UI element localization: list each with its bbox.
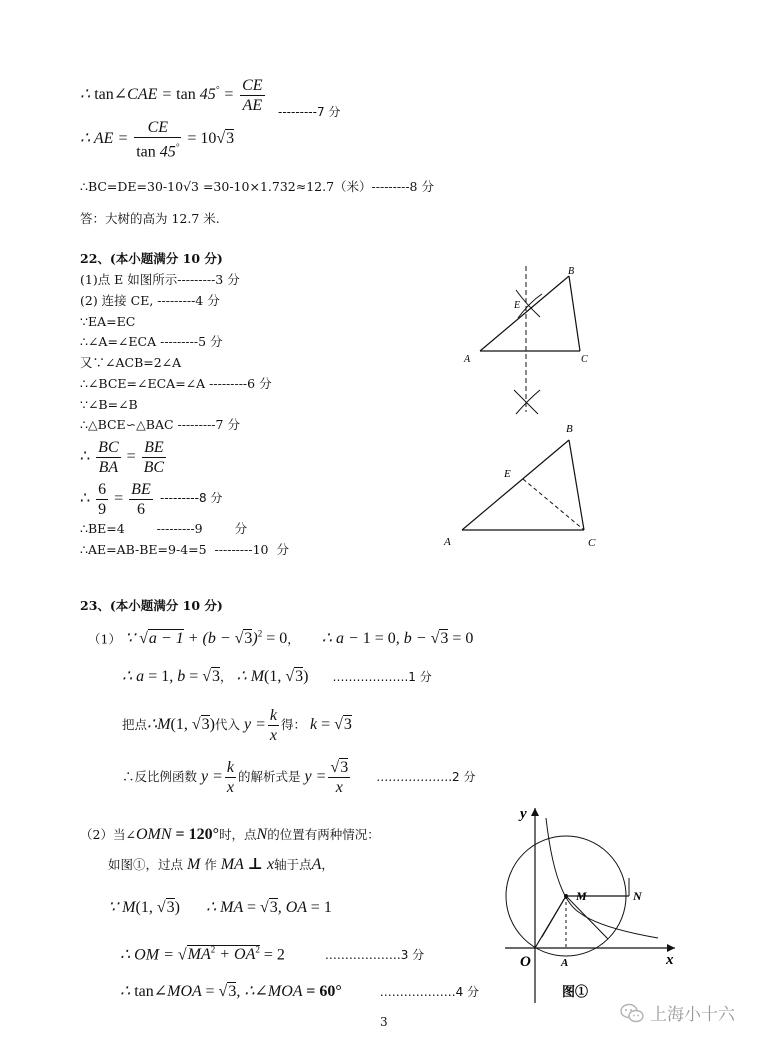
q23-figure-1 bbox=[490, 798, 690, 1003]
q23-part2-line4: ∴ OM = $√MA^2 + OA^2 = 2$ ……………….3 分 bbox=[120, 945, 425, 964]
label-b: B bbox=[568, 266, 575, 277]
q22-line-7: ∵∠B=∠B bbox=[80, 397, 138, 412]
label-c: C bbox=[581, 354, 588, 365]
q22-ae: ∴AE=AB-BE=9-4=5 ---------10 分 bbox=[80, 542, 289, 557]
label-x: x bbox=[666, 952, 674, 968]
label-e: E bbox=[514, 300, 521, 311]
score-8-q22: ---------8 分 bbox=[160, 491, 223, 505]
label-a: A bbox=[464, 354, 471, 365]
tan-cae-line: ∴ tan∠CAE = tan 45° = $\frac{CE}{AE}$ bbox=[80, 77, 263, 114]
bc-de-line: ∴BC=DE=30-10√3 =30-10×1.732≈12.7（米）---------8 分 bbox=[80, 179, 434, 194]
q22-value-line: ∴ $\frac{6}{9}$ = $\frac{BE}{6}$ bbox=[80, 481, 151, 518]
q23-part1-line4: ∴反比例函数 y = $\frac{k}{x}$ 的解析式是 y = $\frac{√3}{x}$ ……………….2 分 bbox=[122, 759, 476, 796]
q23-part2-intro: （2）当∠OMN = 120°时，点N的位置有两种情况： bbox=[80, 826, 380, 843]
figure-caption: 图① bbox=[562, 984, 589, 999]
q22-be: ∴BE=4 ---------9 分 bbox=[80, 521, 248, 536]
answer-21: 答：大树的高为 12.7 米. bbox=[80, 211, 220, 226]
q23-part2-line3: ∵ M(1, √3) ∴ MA = √3, OA = 1 bbox=[108, 899, 332, 916]
q22-line-1: (1)点 E 如图所示---------3 分 bbox=[80, 272, 240, 287]
q22-line-3: ∵EA=EC bbox=[80, 314, 136, 329]
page-number: 3 bbox=[380, 1015, 388, 1029]
q23-part1-line1: （1） ∵ $√a - 1 + (b - √3)^2 = 0$， ∴ a − 1 = 0, b − √3 = 0 bbox=[88, 629, 474, 648]
q23-part2-line2: 如图①，过点 M 作 MA ⊥ x轴于点A， bbox=[108, 856, 334, 873]
q22-line-8: ∴△BCE∽△BAC ---------7 分 bbox=[80, 417, 240, 432]
ae-equation: ∴ AE = $\frac{CE}{\tan 45^\circ}$ = 10√3 bbox=[80, 119, 235, 161]
label-c2: C bbox=[588, 537, 596, 549]
label-m: M bbox=[576, 889, 587, 903]
watermark-text: 上海小十六 bbox=[650, 1005, 735, 1025]
q22-line-2: (2) 连接 CE, ---------4 分 bbox=[80, 293, 220, 308]
q22-triangle-figure bbox=[438, 420, 608, 550]
q23-part1-line2: ∴ a = 1, b = √3， ∴ M(1, √3) ……………….1 分 bbox=[122, 668, 432, 685]
q22-title: 22、(本小题满分 10 分) bbox=[80, 251, 223, 266]
label-n: N bbox=[633, 889, 642, 903]
score-3: ……………….3 分 bbox=[324, 948, 425, 963]
q22-ratio-line: ∴ $\frac{BC}{BA}$ = $\frac{BE}{BC}$ bbox=[80, 439, 165, 476]
q23-part2-line5: ∴ tan∠MOA = √3, ∴∠MOA = 60° ……………….4 分 bbox=[120, 983, 480, 1000]
score-4: ……………….4 分 bbox=[379, 985, 480, 999]
label-e2: E bbox=[504, 468, 511, 480]
wechat-icon bbox=[620, 1003, 644, 1023]
fraction-ce-tan45: $\frac{CE}{\tan 45^\circ}$ bbox=[136, 119, 180, 161]
score-1: ……………….1 分 bbox=[332, 670, 432, 684]
score-7: ---------7 分 bbox=[278, 105, 341, 119]
q22-line-4: ∴∠A=∠ECA ---------5 分 bbox=[80, 334, 223, 349]
label-b2: B bbox=[566, 423, 573, 435]
label-a2: A bbox=[444, 536, 451, 548]
fraction-ce-ae: $\frac{CE}{AE}$ bbox=[242, 77, 263, 114]
q23-title: 23、(本小题满分 10 分) bbox=[80, 598, 223, 613]
q22-construction-figure bbox=[460, 262, 600, 422]
q22-line-5: 又∵∠ACB=2∠A bbox=[80, 355, 182, 370]
label-y: y bbox=[520, 806, 527, 822]
watermark bbox=[620, 1000, 735, 1025]
q22-line-6: ∴∠BCE=∠ECA=∠A ---------6 分 bbox=[80, 376, 272, 391]
score-2: ……………….2 分 bbox=[376, 770, 476, 784]
q23-part1-line3: 把点∴M(1, √3)代入 y = $\frac{k}{x}$ 得： k = √3 bbox=[122, 707, 352, 744]
label-a3: A bbox=[561, 957, 569, 969]
label-o: O bbox=[520, 954, 531, 970]
